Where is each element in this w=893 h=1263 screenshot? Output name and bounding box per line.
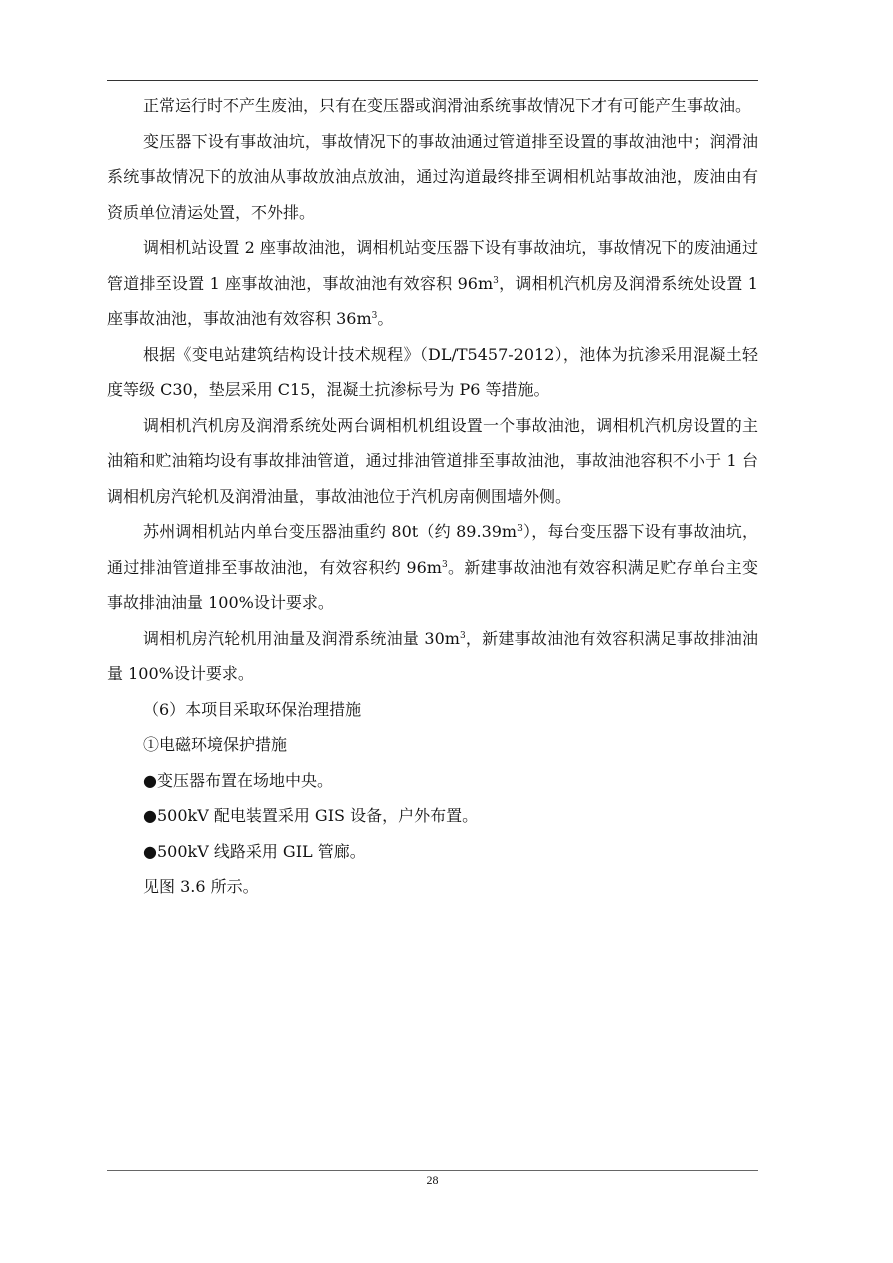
bullet-item: ●变压器布置在场地中央。 <box>143 770 333 790</box>
paragraph: 正常运行时不产生废油，只有在变压器或润滑油系统事故情况下才有可能产生事故油。 <box>143 96 752 115</box>
subsection-heading: ①电磁环境保护措施 <box>143 735 288 754</box>
bullet-item: ●500kV 线路采用 GIL 管廊。 <box>143 841 366 861</box>
header-rule <box>107 80 758 81</box>
document-body <box>107 88 758 905</box>
bullet-item: ●500kV 配电装置采用 GIS 设备，户外布置。 <box>143 806 479 825</box>
paragraph: 变压器下设有事故油坑，事故情况下的事故油通过管道排至设置的事故油池中；润滑油系统事故情况下的放油从事故放油点放油，通过沟道最终排至调相机站事故油池，废油由有资质单位清运处置，不外排。 <box>107 131 758 222</box>
paragraph: 调相机站设置 2 座事故油池，调相机站变压器下设有事故油坑，事故情况下的废油通过管道排至设置 1 座事故油池，事故油池有效容积 $96m^3$，调相机汽机房及润滑系统处设置 1 座事故油池，事故油池有效容积 $36m^3$。 <box>107 238 758 328</box>
page-number: 28 <box>426 1173 439 1187</box>
paragraph: 苏州调相机站内单台变压器油重约 80t（约 $89.39m^3$），每台变压器下设有事故油坑，通过排油管道排至事故油池，有效容积约 $96m^3$。新建事故油池有效容积满足贮存单台主变事故排油油量 100%设计要求。 <box>107 522 758 612</box>
footer-rule <box>107 1170 758 1171</box>
figure-reference: 见图 3.6 所示。 <box>143 877 259 896</box>
paragraph: 调相机房汽轮机用油量及润滑系统油量 $30m^3$，新建事故油池有效容积满足事故排油油量 100%设计要求。 <box>107 628 758 683</box>
section-heading: （6）本项目采取环保治理措施 <box>143 699 362 719</box>
paragraph: 调相机汽机房及润滑系统处两台调相机机组设置一个事故油池，调相机汽机房设置的主油箱和贮油箱均设有事故排油管道，通过排油管道排至事故油池，事故油池容积不小于 1 台调相机房汽轮机及润滑油量，事故油池位于汽机房南侧围墙外侧。 <box>107 415 758 506</box>
paragraph: 根据《变电站建筑结构设计技术规程》（DL/T5457-2012），池体为抗渗采用混凝土轻度等级 C30，垫层采用 C15，混凝土抗渗标号为 P6 等措施。 <box>107 344 758 399</box>
